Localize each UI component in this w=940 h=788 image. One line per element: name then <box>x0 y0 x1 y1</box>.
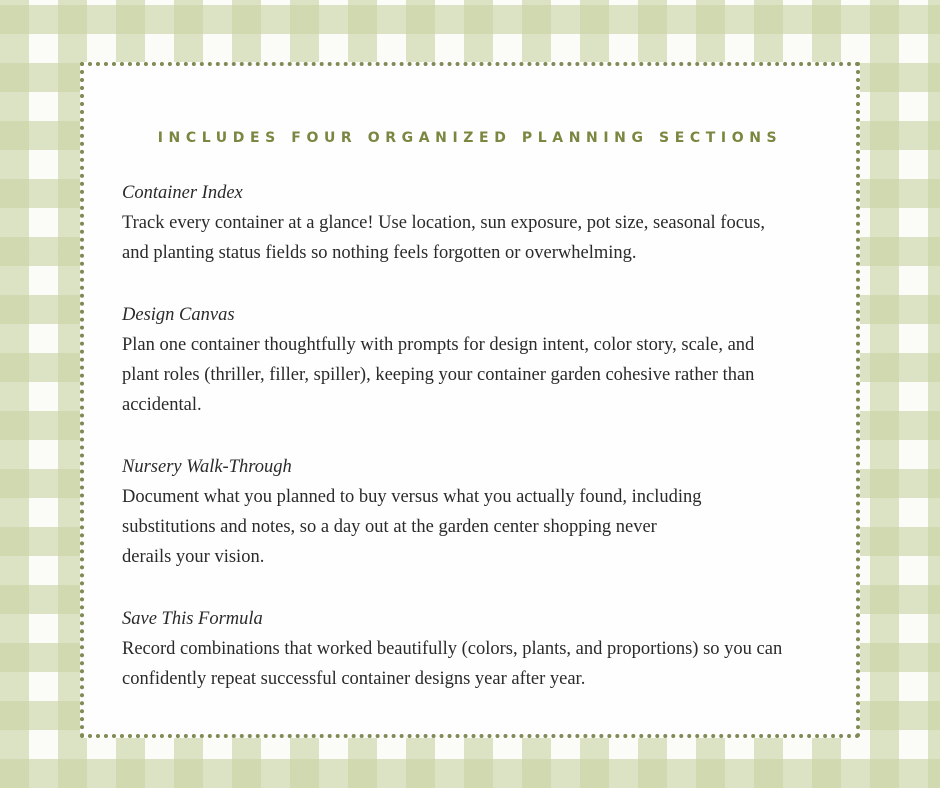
info-card <box>80 62 860 738</box>
section-title: Design Canvas <box>122 305 235 325</box>
section-description: Plan one container thoughtfully with prompts for design intent, color story, scale, and plant roles (thriller, filler, spiller), keeping your container garden cohesive rather than accidental. <box>122 335 755 415</box>
section-save-this-formula <box>122 604 842 694</box>
section-nursery-walk-through <box>122 452 842 572</box>
section-description: Record combinations that worked beautifully (colors, plants, and proportions) so you can confidently repeat successful container designs year after year. <box>122 639 783 689</box>
section-container-index <box>122 178 842 268</box>
section-title: Container Index <box>122 183 243 203</box>
section-title: Save This Formula <box>122 609 263 629</box>
section-title: Nursery Walk-Through <box>122 457 292 477</box>
section-description: Document what you planned to buy versus what you actually found, including substitutions and notes, so a day out at the garden center shopping never derails your vision. <box>122 487 702 567</box>
section-description: Track every container at a glance! Use location, sun exposure, pot size, seasonal focus, and planting status fields so nothing feels forgotten or overwhelming. <box>122 213 766 263</box>
sections-list <box>122 178 842 726</box>
card-heading: INCLUDES FOUR ORGANIZED PLANNING SECTIONS <box>157 130 783 146</box>
section-design-canvas <box>122 300 842 420</box>
